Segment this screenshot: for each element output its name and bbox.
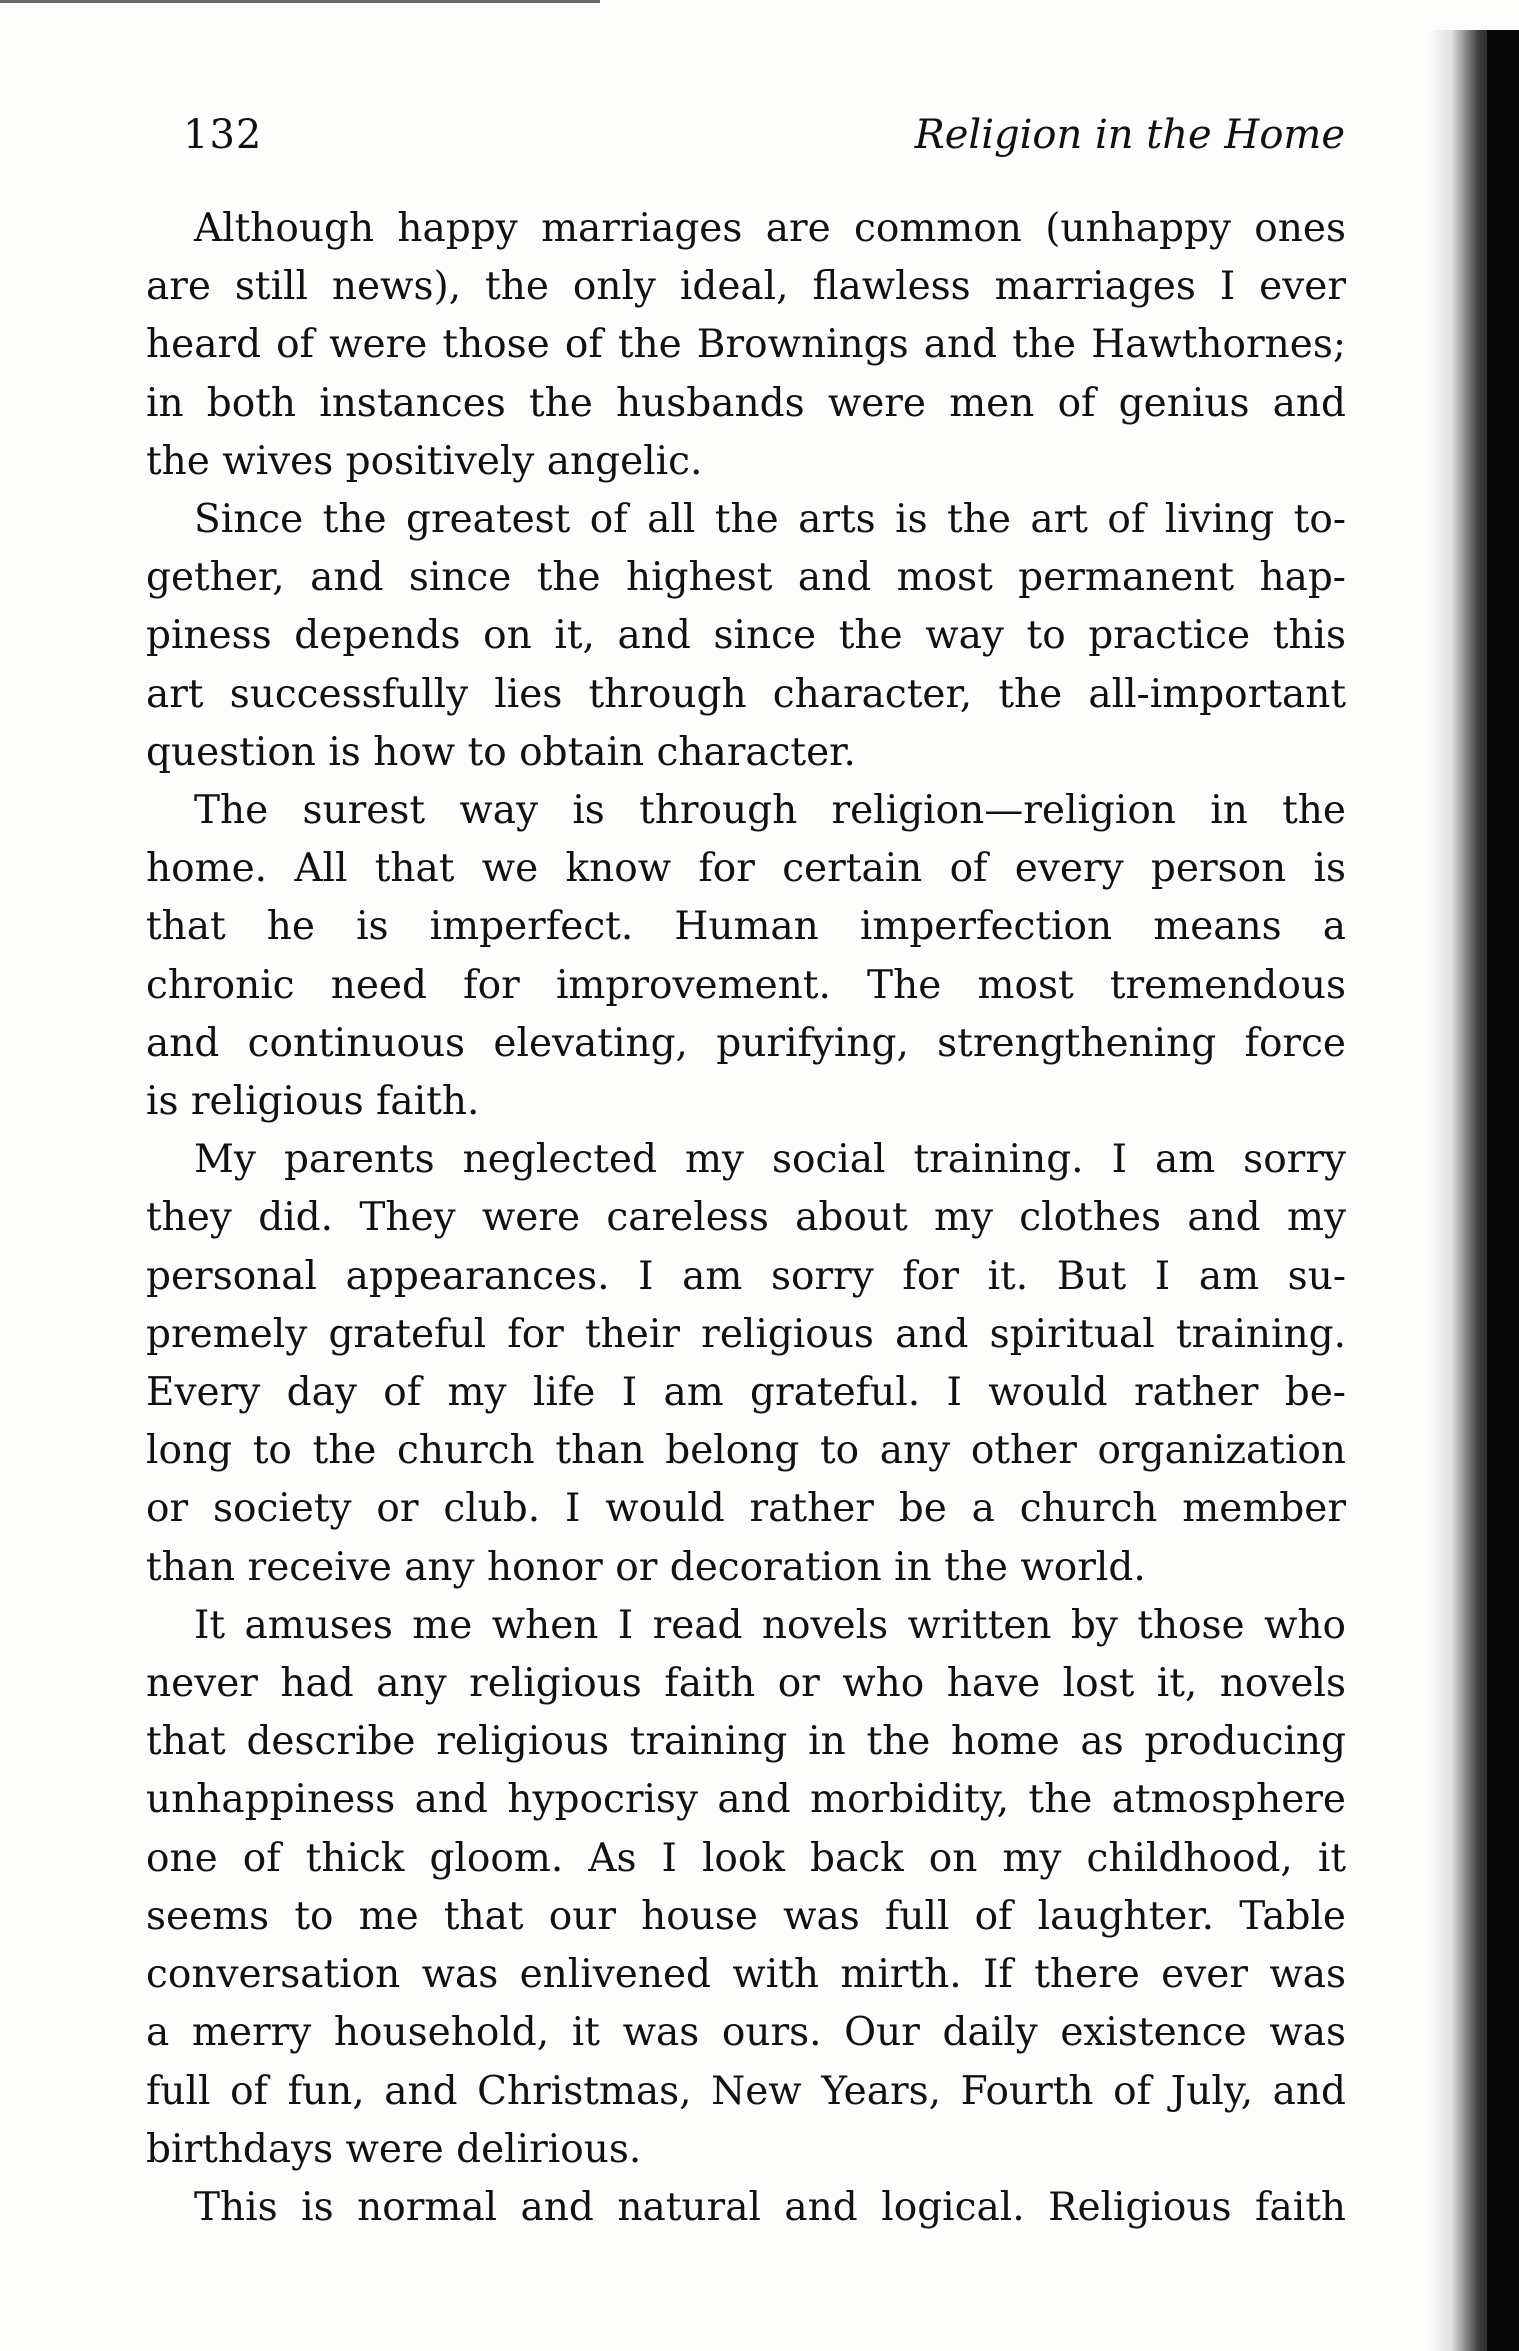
text-line: unhappiness and hypocrisy and morbidity, the atmosphere xyxy=(146,1777,1346,1823)
text-line: Although happy marriages are common (unhappy ones xyxy=(194,206,1346,251)
text-line: heard of were those of the Brownings and the Hawthornes; xyxy=(146,322,1346,368)
text-line: the wives positively angelic. xyxy=(146,438,703,484)
paragraph xyxy=(146,782,1346,1131)
text-line: question is how to obtain character. xyxy=(146,729,856,775)
text-line: chronic need for improvement. The most tremendous xyxy=(146,962,1346,1008)
text-line: seems to me that our house was full of laughter. Table xyxy=(146,1893,1346,1939)
text-line: piness depends on it, and since the way to practice this xyxy=(146,613,1346,659)
text-line: in both instances the husbands were men of genius and xyxy=(146,380,1346,426)
text-line: that he is imperfect. Human imperfection means a xyxy=(146,904,1346,950)
text-line: personal appearances. I am sorry for it. But I am su- xyxy=(146,1253,1346,1299)
text-line: gether, and since the highest and most permanent hap- xyxy=(146,555,1346,601)
body-text xyxy=(146,200,1346,2237)
text-line: one of thick gloom. As I look back on my childhood, it xyxy=(146,1835,1346,1881)
text-line: It amuses me when I read novels written by those who xyxy=(194,1602,1346,1648)
text-line: or society or club. I would rather be a church member xyxy=(146,1486,1346,1532)
text-line: than receive any honor or decoration in the world. xyxy=(146,1544,1146,1590)
text-line: Since the greatest of all the arts is the art of living to- xyxy=(194,497,1346,543)
scan-top-rule xyxy=(0,0,600,3)
paragraph xyxy=(146,2179,1346,2237)
text-line: Every day of my life I am grateful. I would rather be- xyxy=(146,1370,1346,1416)
paragraph xyxy=(146,1597,1346,2179)
text-line: never had any religious faith or who have lost it, novels xyxy=(146,1661,1346,1707)
text-line: is religious faith. xyxy=(146,1079,480,1125)
text-line: long to the church than belong to any other organization xyxy=(146,1428,1346,1474)
text-line: are still news), the only ideal, flawless marriages I ever xyxy=(146,264,1346,310)
text-line: conversation was enlivened with mirth. If there ever was xyxy=(146,1952,1346,1998)
text-line: My parents neglected my social training. I am sorry xyxy=(194,1137,1346,1183)
text-line: and continuous elevating, purifying, strengthening force xyxy=(146,1020,1346,1066)
text-line: that describe religious training in the home as producing xyxy=(146,1719,1346,1765)
paragraph xyxy=(146,491,1346,782)
text-line: a merry household, it was ours. Our daily existence was xyxy=(146,2010,1346,2056)
text-line: home. All that we know for certain of every person is xyxy=(146,846,1346,892)
paragraph xyxy=(146,200,1346,491)
text-line: they did. They were careless about my clothes and my xyxy=(146,1195,1346,1241)
text-line: The surest way is through religion—religion in the xyxy=(194,788,1346,834)
text-line: art successfully lies through character, the all-important xyxy=(146,671,1346,717)
page-number: 132 xyxy=(183,112,263,158)
text-line: This is normal and natural and logical. Religious faith xyxy=(194,2184,1346,2230)
text-line: premely grateful for their religious and spiritual training. xyxy=(146,1311,1346,1357)
binding-spine xyxy=(1487,30,1519,2351)
text-line: full of fun, and Christmas, New Years, Fourth of July, and xyxy=(146,2068,1346,2114)
running-head xyxy=(183,112,1345,172)
text-line: birthdays were delirious. xyxy=(146,2126,642,2172)
paragraph xyxy=(146,1131,1346,1597)
running-title: Religion in the Home xyxy=(914,112,1345,158)
